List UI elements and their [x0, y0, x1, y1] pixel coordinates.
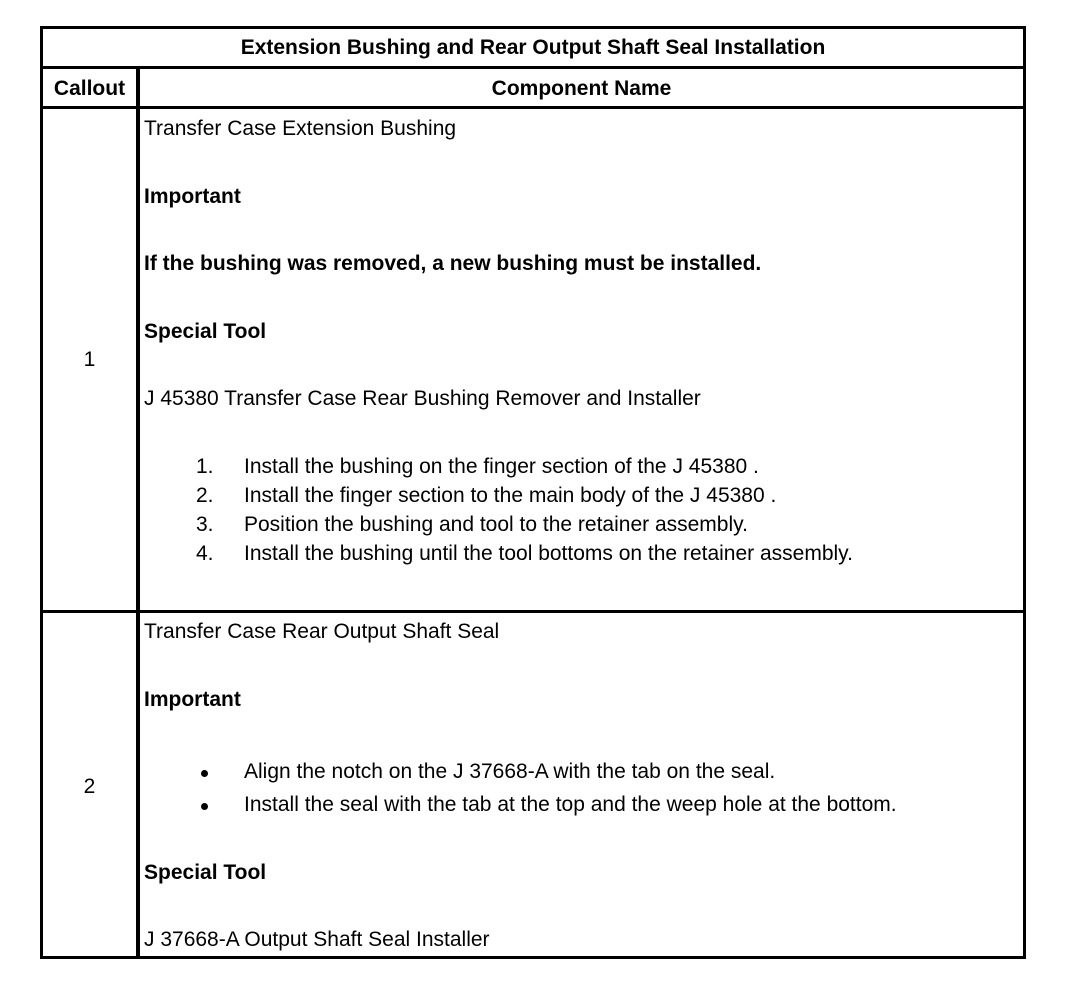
- step-number: 1.: [196, 455, 214, 478]
- callout-number-1: 1: [83, 348, 96, 371]
- callout-number-2: 2: [83, 775, 96, 798]
- step-text: Position the bushing and tool to the retainer assembly.: [244, 513, 748, 536]
- important-label: Important: [144, 688, 241, 711]
- table-row: [144, 109, 1019, 610]
- bullet-icon: [201, 770, 208, 777]
- bullet-icon: [201, 803, 208, 810]
- step-number: 3.: [196, 513, 214, 536]
- special-tool-label: Special Tool: [144, 861, 267, 884]
- step-number: 2.: [196, 484, 214, 507]
- bullet-text: Install the seal with the tab at the top and the weep hole at the bottom.: [244, 793, 897, 816]
- table-title: Extension Bushing and Rear Output Shaft Seal Installation: [240, 36, 826, 59]
- bullet-text: Align the notch on the J 37668-A with the tab on the seal.: [244, 760, 776, 783]
- column-header-callout: Callout: [53, 77, 126, 100]
- column-header-component-name: Component Name: [491, 77, 672, 100]
- step-text: Install the bushing until the tool bottoms on the retainer assembly.: [244, 542, 853, 565]
- special-tool-label: Special Tool: [144, 320, 267, 343]
- table-row: [144, 613, 1019, 956]
- component-name: Transfer Case Extension Bushing: [144, 117, 457, 140]
- step-text: Install the finger section to the main body of the J 45380 .: [244, 484, 777, 507]
- important-label: Important: [144, 185, 241, 208]
- component-name: Transfer Case Rear Output Shaft Seal: [144, 620, 500, 643]
- important-text: If the bushing was removed, a new bushing must be installed.: [144, 252, 762, 275]
- column-divider: [136, 69, 140, 956]
- step-text: Install the bushing on the finger section of the J 45380 .: [244, 455, 759, 478]
- special-tool-name: J 37668-A Output Shaft Seal Installer: [144, 928, 490, 951]
- special-tool-name: J 45380 Transfer Case Rear Bushing Remover and Installer: [144, 387, 701, 410]
- step-number: 4.: [196, 542, 214, 565]
- installation-table: [40, 26, 1026, 959]
